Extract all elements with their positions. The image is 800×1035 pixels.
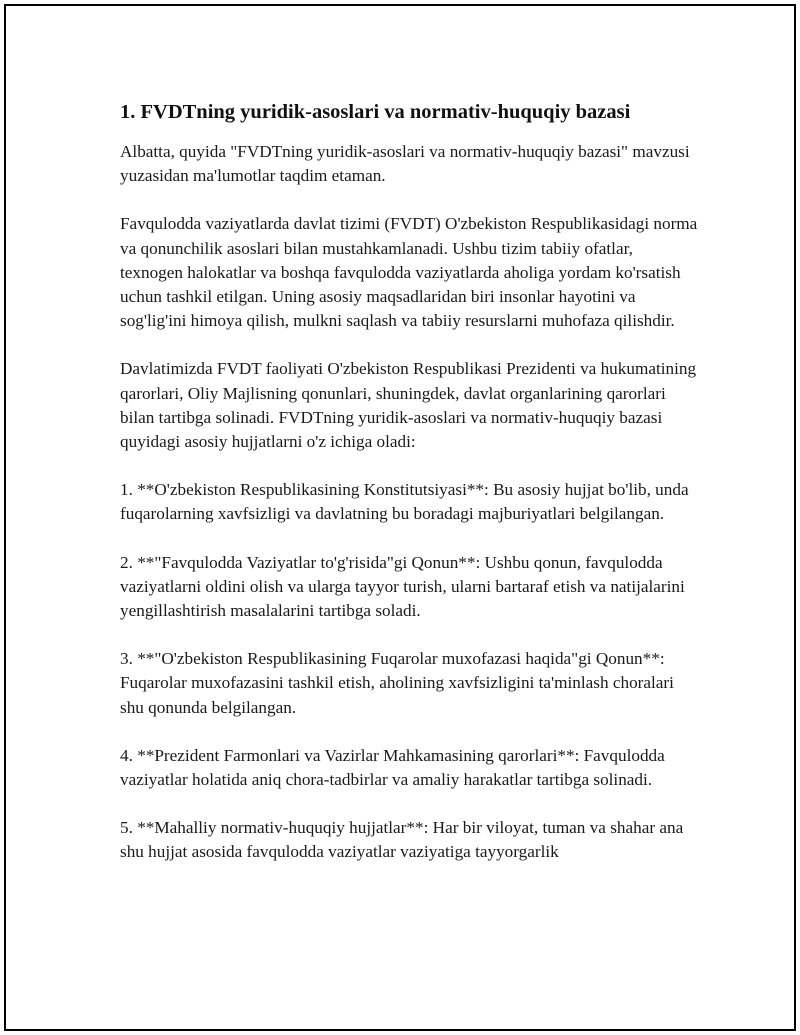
list-item-presidential-decrees: 4. **Prezident Farmonlari va Vazirlar Mahkamasining qarorlari**: Favqulodda vaziyatlar holatida aniq chora-tadbirlar va amaliy harakatlar tartibga solinadi.: [120, 745, 665, 790]
document-content: [120, 98, 700, 889]
list-item-emergency-law: 2. **"Favqulodda Vaziyatlar to'g'risida"gi Qonun**: Ushbu qonun, favqulodda vaziyatlarni oldini olish va ularga tayyor turish, ularni bartaraf etish va natijalarini yengillashtirish masalalarini tartibga soladi.: [120, 552, 685, 621]
document-heading: 1. FVDTning yuridik-asoslari va normativ-huquqiy bazasi: [120, 101, 631, 123]
paragraph-intro: Albatta, quyida "FVDTning yuridik-asoslari va normativ-huquqiy bazasi" mavzusi yuzasidan ma'lumotlar taqdim etaman.: [120, 142, 690, 186]
list-item-constitution: 1. **O'zbekiston Respublikasining Konstitutsiyasi**: Bu asosiy hujjat bo'lib, unda fuqarolarning xavfsizligi va davlatning bu boradagi majburiyatlari belgilangan.: [120, 480, 689, 524]
document-page: [4, 4, 796, 1031]
list-item-civil-protection-law: 3. **"O'zbekiston Respublikasining Fuqarolar muxofazasi haqida"gi Qonun**: Fuqarolar muxofazasini tashkil etish, aholining xavfsizligini ta'minlash choralari shu qonunda belgilangan.: [120, 649, 674, 717]
paragraph-legal-regulation: Davlatimizda FVDT faoliyati O'zbekiston Respublikasi Prezidenti va hukumatining qarorlari, Oliy Majlisning qonunlari, shuningdek, davlat organlarining qarorlari bilan tartibga solinadi. FVDTning yuridik-asoslari va normativ-huquqiy bazasi quyidagi asosiy hujjatlarni o'z ichiga oladi:: [120, 359, 697, 452]
paragraph-fvdt-description: Favqulodda vaziyatlarda davlat tizimi (FVDT) O'zbekiston Respublikasidagi norma va qonunchilik asoslari bilan mustahkamlanadi. Ushbu tizim tabiiy ofatlar, texnogen halokatlar va boshqa favqulodda vaziyatlarda aholiga yordam ko'rsatish uchun tashkil etilgan. Uning asosiy maqsadlaridan biri insonlar hayotini va sog'lig'ini himoya qilish, mulkni saqlash va tabiiy resurslarni muhofaza qilishdir.: [120, 214, 698, 331]
list-item-local-documents: 5. **Mahalliy normativ-huquqiy hujjatlar**: Har bir viloyat, tuman va shahar ana shu hujjat asosida favqulodda vaziyatlar vaziyatiga tayyorgarlik: [120, 818, 684, 862]
